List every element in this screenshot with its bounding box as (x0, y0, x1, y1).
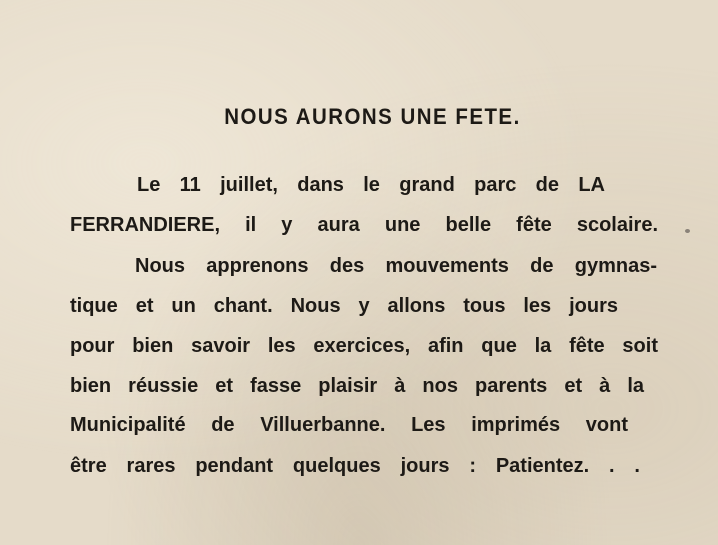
text-line-3: Nous apprenons des mouvements de gymnas- (135, 255, 657, 277)
text-line-2: FERRANDIERE, il y aura une belle fête scolaire. (70, 214, 658, 236)
document-title: NOUS AURONS UNE FETE. (224, 104, 521, 129)
text-line-6: bien réussie et fasse plaisir à nos parents et à la (70, 375, 644, 397)
text-line-4: tique et un chant. Nous y allons tous les jours (70, 295, 618, 317)
text-line-5: pour bien savoir les exercices, afin que la fête soit (70, 335, 658, 357)
text-line-8: être rares pendant quelques jours : Patientez. . . (70, 455, 640, 477)
paper-speck (685, 229, 690, 233)
text-line-7: Municipalité de Villuerbanne. Les imprimés vont (70, 414, 628, 436)
text-line-1: Le 11 juillet, dans le grand parc de LA (137, 174, 605, 196)
